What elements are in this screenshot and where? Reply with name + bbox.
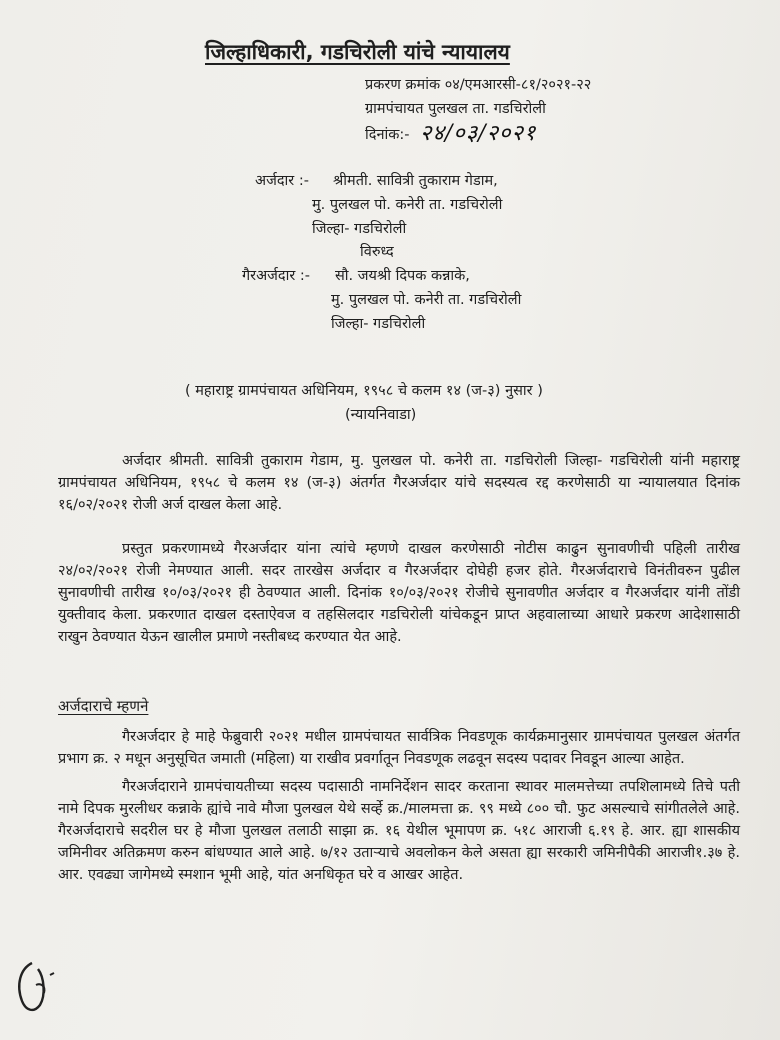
case-number: प्रकरण क्रमांक ०४/एमआरसी-८१/२०२१-२२ [365,77,592,93]
gram-panchayat: ग्रामपंचायत पुलखल ता. गडचिरोली [365,101,546,117]
paragraph-3: गैरअर्जदार हे माहे फेब्रुवारी २०२१ मधील ग्रामपंचायत सार्वत्रिक निवडणूक कार्यक्रमानुसार ग्रामपंचायत पुलखल अंतर्गत प्रभाग क्र. २ मधून अनुसूचित जमाती (महिला) या राखीव प्रवर्गातून निवडणूक लढवून सदस्य पदावर निवडून आल्या आहेत. [58,729,740,767]
body-section-2 [58,538,740,654]
respondent-district: जिल्हा- गडचिरोली [331,316,426,332]
applicant-address: मु. पुलखल पो. कनेरी ता. गडचिरोली [312,197,503,213]
paragraph-4: गैरअर्जदाराने ग्रामपंचायतीच्या सदस्य पदासाठी नामनिर्देशन सादर करताना स्थावर मालमत्तेच्या तपशिलामध्ये तिचे पती नामे दिपक मुरलीधर कन्नाके ह्यांचे नावे मौजा पुलखल येथे सर्व्हे क्र./मालमत्ता क्र. ९९ मध्ये ८०० चौ. फुट असल्याचे सांगीतलेले आहे. गैरअर्जदाराचे सदरील घर हे मौजा पुलखल तलाठी साझा क्र. १६ येथील भूमापण क्र. ५१८ आराजी ६.१९ हे. आर. ह्या शासकीय जमिनीवर अतिक्रमण करुन बांधण्यात आले आहे. ७/१२ उताऱ्याचे अवलोकन केले असता ह्या सरकारी जमिनीपैकी आराजी१.३७ हे. आर. एवढ्या जागेमध्ये स्मशान भूमी आहे, यांत अनधिकृत घरे व आखर आहेत. [58,779,740,883]
respondent-name: सौ. जयश्री दिपक कन्नाके, [335,268,470,284]
court-title: जिल्हाधिकारी, गडचिरोली यांचे न्यायालय [205,40,510,64]
paragraph-1: अर्जदार श्रीमती. सावित्री तुकाराम गेडाम, मु. पुलखल पो. कनेरी ता. गडचिरोली जिल्हा- गडचिरोली यांनी महाराष्ट्र ग्रामपंचायत अधिनियम, १९५८ चे कलम १४ (ज-३) अंतर्गत गैरअर्जदार यांचे सदस्यत्व रद्द करणेसाठी या न्यायालयात दिनांक १६/०२/२०२१ रोजी अर्ज दाखल केला आहे. [58,453,740,513]
respondent-address: मु. पुलखल पो. कनेरी ता. गडचिरोली [331,292,522,308]
judgement-label: (न्यायनिवाडा) [345,407,417,423]
handwritten-date: २४/०३/२०२१ [420,121,537,146]
applicant-district: जिल्हा- गडचिरोली [312,221,407,237]
section-heading: अर्जदाराचे म्हणने [58,697,149,715]
body-section-3 [58,726,740,892]
act-reference: ( महाराष्ट्र ग्रामपंचायत अधिनियम, १९५८ चे कलम १४ (ज-३) नुसार ) [185,383,543,399]
paragraph-2: प्रस्तुत प्रकरणामध्ये गैरअर्जदार यांना त्यांचे म्हणणे दाखल करणेसाठी नोटीस काढुन सुनावणीची पहिली तारीख २४/०२/२०२१ रोजी नेमण्यात आली. सदर तारखेस अर्जदार व गैरअर्जदार दोघेही हजर होते. गैरअर्जदाराचे विनंतीवरुन पुढील सुनावणीची तारीख १०/०३/२०२१ ही ठेवण्यात आली. दिनांक १०/०३/२०२१ रोजीचे सुनावणीत अर्जदार व गैरअर्जदार यांनी तोंडी युक्तीवाद केला. प्रकरणात दाखल दस्ताऐवज व तहसिलदार गडचिरोली यांचेकडून प्राप्त अहवालाच्या आधारे प्रकरण आदेशासाठी राखुन ठेवण्यात येऊन खालील प्रमाणे नस्तीबध्द करण्यात येत आहे. [58,541,740,645]
applicant-label: अर्जदार :- [255,173,309,189]
signature-initial [10,955,70,1025]
applicant-name: श्रीमती. सावित्री तुकाराम गेडाम, [333,173,498,189]
versus: विरुध्द [360,244,394,260]
date-label: दिनांक:- [365,127,410,143]
respondent-label: गैरअर्जदार :- [242,268,311,284]
body-section-1 [58,450,740,522]
